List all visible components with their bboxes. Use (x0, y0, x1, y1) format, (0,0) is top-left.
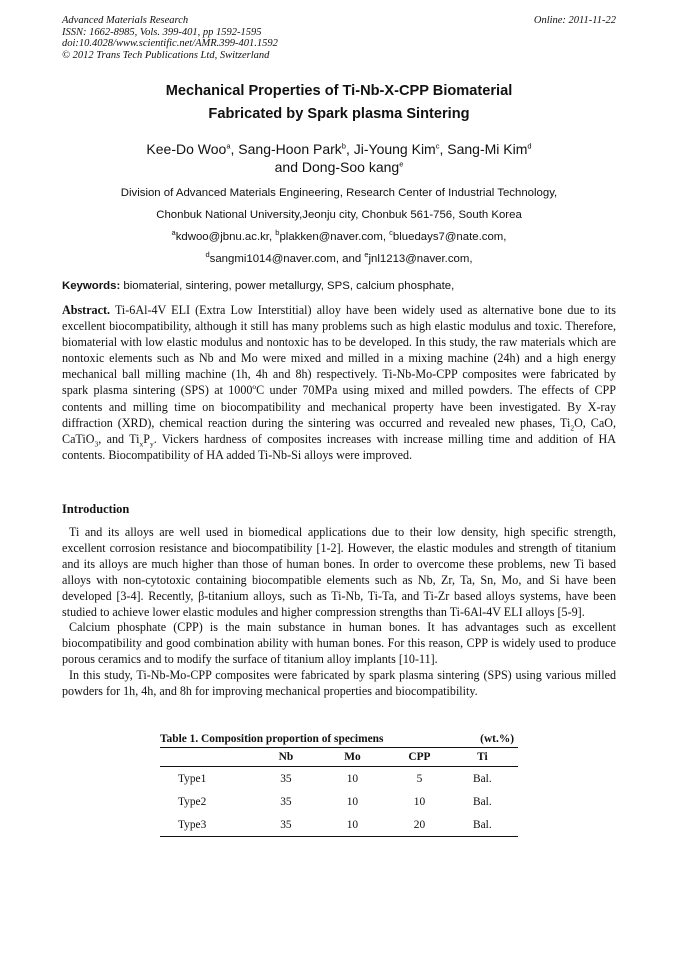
author-name: Dong-Soo kang (301, 159, 400, 175)
table-row (160, 767, 518, 790)
email: bluedays7@nate.com, (392, 231, 507, 243)
email: plakken@naver.com, (279, 231, 390, 243)
email-line-1 (62, 226, 616, 248)
table-row (160, 813, 518, 836)
degree-mark: o (252, 382, 257, 392)
introduction-body (62, 525, 616, 700)
introduction-paragraph: Calcium phosphate (CPP) is the main substance in human bones. It has advantages such as excellent biocompatibility and good combination ability with human bones. For this reason, CPP is widely used to produce porous ceramics and to modify the surface of titanium alloy implants [10-11]. (62, 620, 616, 667)
keywords-label: Keywords: (62, 280, 121, 292)
table-header-cell (160, 748, 259, 766)
email-mark: d (205, 250, 210, 260)
affiliation-line-2: Chonbuk National University,Jeonju city, Chonbuk 561-756, South Korea (156, 209, 522, 221)
table-cell: 20 (413, 818, 426, 831)
author-list: Kee-Do Woo$^a$, Sang-Hoon Park$^b$, Ji-Young Kim$^c$, Sang-Mi Kim$^d$ and Dong-Soo kang$^e$ (146, 141, 532, 175)
table-cell: Bal. (473, 772, 492, 785)
author-mark: c (435, 141, 440, 151)
table-cell: 35 (280, 795, 292, 808)
introduction-paragraph: In this study, Ti-Nb-Mo-CPP composites were fabricated by spark plasma sintering (SPS) using various milled powders for 1h, 4h, and 8h for improving mechanical properties and biocompatibility. (62, 668, 616, 699)
email-mark: c (389, 228, 393, 238)
introduction-paragraph: Ti and its alloys are well used in biomedical applications due to their low density, high specific strength, excellent corrosion resistance and biocompatibility [1-2]. However, the elastic modules and strength of titanium and its alloys are much higher than those of human bones. In order to overcome these problems, new Ti based alloys with non-cytotoxic containing biocompatible elements such as Nb, Zr, Ta, Sn, Mo, and Si have been developed [3-4]. Recently, β-titanium alloys, such as Ti-Nb, Ti-Ta, and Ti-Zr based alloys systems, have been studied to achieve lower elastic modules and higher compression strengths than Ti-6Al-4V ELI alloys [5-9]. (62, 525, 616, 619)
table-row (160, 790, 518, 813)
author-mark: e (399, 159, 404, 169)
author-name: Sang-Hoon Park (238, 141, 342, 157)
table-cell: Type1 (178, 772, 207, 785)
abstract-label: Abstract. (62, 303, 111, 317)
author-mark: b (341, 141, 346, 151)
table-cell: 35 (280, 818, 292, 831)
subscript: 2 (570, 423, 575, 433)
abstract-text: P (143, 431, 150, 446)
table-cell: 10 (346, 818, 359, 831)
table-header-cell: Ti (477, 751, 488, 763)
subscript: x (139, 439, 144, 449)
subscript: y (149, 439, 154, 449)
email-mark: b (275, 228, 280, 238)
affiliation-block (62, 182, 616, 270)
author-mark: a (226, 141, 231, 151)
subscript: 3 (94, 439, 99, 449)
doi-line: doi:10.4028/www.scientific.net/AMR.399-401.1592 (62, 38, 278, 49)
journal-header (62, 15, 616, 61)
abstract-text: O, CaO, CaTiO (62, 415, 616, 446)
table-header-cell: CPP (408, 751, 431, 763)
abstract-text: C under 70MPa using mixed and milled powders. The effects of CPP contents and milling time on biocompatibility and mechanical property have been investigated. By X-ray diffraction (XRD), chemical reaction during the sintering was occurred and revealed new phases, Ti (62, 383, 616, 430)
table-cell: Type2 (178, 795, 207, 808)
author-mark: d (527, 141, 532, 151)
table-cell: 10 (413, 795, 426, 808)
author-name: Ji-Young Kim (353, 141, 436, 157)
email: jnl1213@naver.com, (368, 253, 473, 265)
author-name: Sang-Mi Kim (447, 141, 528, 157)
table-header-cell: Nb (278, 751, 294, 763)
title-line-2: Fabricated by Spark plasma Sintering (208, 106, 470, 122)
table-bottom-rule (160, 836, 518, 837)
table-cell: Bal. (473, 795, 492, 808)
keywords-text: biomaterial, sintering, power metallurgy, SPS, calcium phosphate, (120, 280, 455, 292)
table-caption (160, 733, 518, 747)
abstract-text: . Vickers hardness of composites increases with increase milling time and addition of HA contents. Biocompatibility of HA added Ti-Nb-Si alloys were improved. (62, 431, 616, 462)
composition-table (160, 733, 518, 837)
paper-title (62, 80, 616, 126)
table-cell: 10 (346, 772, 359, 785)
online-date: Online: 2011-11-22 (533, 15, 616, 26)
copyright-line: © 2012 Trans Tech Publications Ltd, Switzerland (62, 49, 270, 61)
email: sangmi1014@naver.com, and (209, 253, 365, 265)
table-header-row (160, 748, 518, 766)
table-cell: 5 (416, 772, 423, 785)
email: kdwoo@jbnu.ac.kr, (175, 231, 276, 243)
email-line-2 (62, 248, 616, 270)
abstract-text: Ti-6Al-4V ELI (Extra Low Interstitial) alloy have been widely used as alternative bone due to its excellent biocompatibility, although it still has many problems such as high elastic modulus and toxic. Therefore, biomaterial with low elastic modulus and nontoxic has to be developed. In this study, the raw materials which are nontoxic elements such as Nb and Mo were mixed and milled in a mixing machine (24h) and a high energy mechanical ball milling machine (1h, 4h and 8h) respectively. Ti-Nb-Mo-CPP composites were fabricated by spark plasma sintering (SPS) at 1000 (62, 303, 616, 398)
table-header-cell: Mo (344, 751, 361, 763)
email-mark: a (171, 228, 176, 238)
table-caption-text: Table 1. Composition proportion of specimens (160, 733, 384, 745)
abstract-text: , and Ti (98, 431, 140, 446)
keywords (62, 278, 616, 294)
table-cell: 35 (280, 772, 292, 785)
table-cell: Bal. (473, 818, 492, 831)
issn-line: ISSN: 1662-8985, Vols. 399-401, pp 1592-1595 (62, 26, 262, 38)
affiliation-line-1: Division of Advanced Materials Engineering, Research Center of Industrial Technology, (120, 187, 558, 199)
section-heading-introduction: Introduction (62, 502, 130, 516)
table-grid (160, 748, 518, 836)
author-name: Kee-Do Woo (146, 141, 227, 157)
journal-name: Advanced Materials Research (62, 15, 189, 26)
email-mark: e (364, 250, 369, 260)
table-unit: (wt.%) (480, 733, 514, 745)
abstract (62, 302, 616, 463)
table-cell: 10 (346, 795, 359, 808)
title-line-1: Mechanical Properties of Ti-Nb-X-CPP Biomaterial (165, 83, 513, 99)
table-cell: Type3 (178, 818, 207, 831)
